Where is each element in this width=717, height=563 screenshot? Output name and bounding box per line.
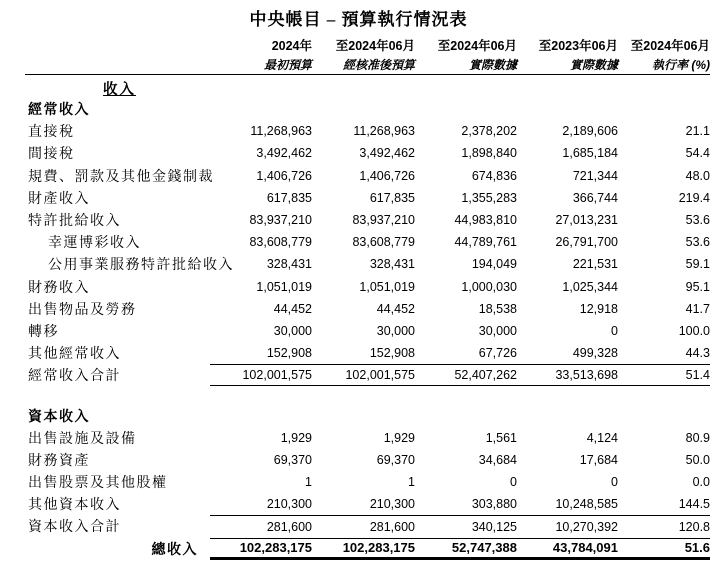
value-approved-budget: 1,929: [383, 430, 415, 445]
value-execution-rate: [618, 404, 710, 426]
table-row: [25, 427, 710, 449]
value-approved-budget: 83,937,210: [352, 213, 415, 228]
col-header-period-3: 至2024年06月: [437, 39, 517, 53]
row-label: 資本收入合計: [28, 520, 121, 536]
col-header-blank: [25, 36, 210, 56]
value-approved-budget: 30,000: [376, 323, 415, 338]
value-actual-prior: 4,124: [586, 430, 618, 445]
value-execution-rate: 54.4: [685, 146, 710, 161]
value-actual-prior: 43,784,091: [517, 538, 618, 560]
table-row: [25, 493, 710, 515]
value-initial-budget: 102,283,175: [210, 538, 312, 560]
value-actual-prior: 2,189,606: [562, 124, 618, 139]
column-headers-line1: [25, 36, 710, 56]
value-initial-budget: [210, 404, 312, 426]
report-sheet: [25, 36, 710, 560]
value-approved-budget: [312, 98, 415, 120]
col-header-period-1: 2024年: [271, 39, 312, 53]
value-actual-current: 1,355,283: [461, 190, 517, 205]
value-initial-budget: 69,370: [273, 452, 312, 467]
value-actual-current: [415, 386, 517, 404]
col-header-period-4: 至2023年06月: [538, 39, 618, 53]
value-initial-budget: 281,600: [210, 515, 312, 537]
col-header-actual-prior: 實際數據: [569, 58, 618, 72]
value-actual-current: 674,836: [471, 168, 517, 183]
col-header-initial-budget: 最初預算: [263, 58, 312, 72]
row-label: 直接稅: [28, 125, 75, 141]
value-initial-budget: 102,001,575: [210, 364, 312, 386]
table-row: [25, 165, 710, 187]
table-row: [25, 209, 710, 231]
value-approved-budget: 11,268,963: [353, 124, 415, 139]
report-title: 中央帳目 – 預算執行情況表: [249, 10, 468, 29]
table-row: [25, 231, 710, 253]
value-approved-budget: [312, 386, 415, 404]
value-initial-budget: 1,051,019: [256, 279, 312, 294]
value-actual-prior: 0: [611, 475, 618, 490]
value-actual-prior: [517, 404, 618, 426]
value-actual-current: 52,407,262: [415, 364, 517, 386]
row-label: 其他資本收入: [28, 498, 121, 514]
value-actual-prior: 721,344: [572, 168, 618, 183]
value-actual-current: 1,561: [485, 430, 517, 445]
value-approved-budget: 328,431: [369, 257, 415, 272]
row-label: 規費、罰款及其他金錢制裁: [28, 169, 214, 185]
col-header-period-2: 至2024年06月: [335, 39, 415, 53]
table-row: [25, 187, 710, 209]
value-actual-prior: 33,513,698: [517, 364, 618, 386]
value-execution-rate: 41.7: [685, 301, 710, 316]
value-actual-prior: 1,685,184: [562, 146, 618, 161]
table-row: [25, 298, 710, 320]
value-actual-current: 18,538: [478, 301, 517, 316]
value-approved-budget: 281,600: [312, 515, 415, 537]
value-approved-budget: 102,001,575: [312, 364, 415, 386]
value-initial-budget: 11,268,963: [250, 124, 312, 139]
row-label: 間接稅: [28, 147, 75, 163]
value-initial-budget: 152,908: [266, 346, 312, 361]
value-initial-budget: 83,608,779: [249, 235, 312, 250]
row-label: 公用事業服務特許批給收入: [48, 258, 234, 274]
value-actual-current: 2,378,202: [461, 124, 517, 139]
value-actual-current: 30,000: [478, 323, 517, 338]
value-approved-budget: 44,452: [376, 301, 415, 316]
table-row: [25, 320, 710, 342]
table-row: [25, 386, 710, 404]
value-actual-current: [415, 404, 517, 426]
value-initial-budget: 617,835: [266, 190, 312, 205]
value-actual-prior: 26,791,700: [555, 235, 618, 250]
row-label: 經常收入: [28, 103, 90, 119]
value-initial-budget: 1,929: [280, 430, 312, 445]
table-row: [25, 515, 710, 537]
income-section-row: [25, 75, 710, 98]
value-initial-budget: 30,000: [273, 323, 312, 338]
table-row: [25, 342, 710, 364]
value-initial-budget: 83,937,210: [249, 213, 312, 228]
value-approved-budget: 617,835: [369, 190, 415, 205]
value-actual-prior: 10,248,585: [555, 497, 618, 512]
row-label: 資本收入: [28, 409, 90, 425]
row-label: 出售設施及設備: [28, 431, 137, 447]
table-row: [25, 120, 710, 142]
value-execution-rate: 219.4: [678, 190, 710, 205]
value-execution-rate: 48.0: [685, 168, 710, 183]
value-actual-prior: 10,270,392: [517, 515, 618, 537]
value-actual-current: 44,789,761: [454, 235, 517, 250]
value-actual-current: [415, 98, 517, 120]
value-actual-current: 194,049: [471, 257, 517, 272]
value-approved-budget: 1,406,726: [359, 168, 415, 183]
value-execution-rate: 50.0: [685, 452, 710, 467]
col-header-execution-rate: 執行率 (%): [652, 58, 710, 72]
value-actual-prior: 17,684: [579, 452, 618, 467]
value-actual-prior: [517, 98, 618, 120]
value-initial-budget: 210,300: [266, 497, 312, 512]
table-row: [25, 364, 710, 386]
value-execution-rate: 120.8: [618, 515, 710, 537]
value-actual-prior: 221,531: [572, 257, 618, 272]
row-label: 財產收入: [28, 191, 90, 207]
row-label: 幸運博彩收入: [48, 236, 141, 252]
value-initial-budget: 1,406,726: [256, 168, 312, 183]
value-actual-prior: 366,744: [572, 190, 618, 205]
value-execution-rate: 51.4: [618, 364, 710, 386]
table-row: [25, 142, 710, 164]
value-initial-budget: 3,492,462: [256, 146, 312, 161]
value-execution-rate: 53.6: [685, 213, 710, 228]
col-header-actual-current: 實際數據: [468, 58, 517, 72]
value-execution-rate: 51.6: [618, 538, 710, 560]
row-label: 轉移: [28, 324, 59, 340]
value-initial-budget: 328,431: [266, 257, 312, 272]
value-approved-budget: 152,908: [369, 346, 415, 361]
value-actual-current: 52,747,388: [415, 538, 517, 560]
value-approved-budget: 102,283,175: [312, 538, 415, 560]
value-execution-rate: 100.0: [678, 323, 710, 338]
row-label: 出售物品及勞務: [28, 302, 137, 318]
table-body: [25, 98, 710, 560]
col-header-blank: [25, 56, 210, 74]
value-actual-current: 44,983,810: [454, 213, 517, 228]
row-label: 特許批給收入: [28, 214, 121, 230]
value-initial-budget: [210, 98, 312, 120]
column-headers-line2: [25, 56, 710, 74]
row-label: 經常收入合計: [28, 369, 121, 385]
row-label: 出售股票及其他股權: [28, 476, 168, 492]
value-approved-budget: 83,608,779: [352, 235, 415, 250]
col-header-period-5: 至2024年06月: [630, 39, 710, 53]
value-actual-current: 303,880: [471, 497, 517, 512]
value-actual-current: 1,898,840: [461, 146, 517, 161]
value-initial-budget: [210, 386, 312, 404]
table-row: [25, 253, 710, 275]
column-headers: [25, 36, 710, 75]
value-execution-rate: 144.5: [678, 497, 710, 512]
value-execution-rate: 21.1: [685, 124, 710, 139]
value-execution-rate: 44.3: [685, 346, 710, 361]
income-section-heading: 收入: [103, 82, 136, 98]
value-actual-prior: 12,918: [579, 301, 618, 316]
value-execution-rate: [618, 98, 710, 120]
row-label: 總收入: [151, 542, 198, 558]
value-approved-budget: 69,370: [376, 452, 415, 467]
table-row: [25, 538, 710, 560]
value-actual-prior: 1,025,344: [562, 279, 618, 294]
value-initial-budget: 44,452: [273, 301, 312, 316]
value-actual-current: 340,125: [415, 515, 517, 537]
row-label: 財務收入: [28, 280, 90, 296]
value-execution-rate: 53.6: [685, 235, 710, 250]
table-row: [25, 98, 710, 120]
col-header-approved-budget: 經核准後預算: [342, 58, 415, 72]
value-actual-current: 1,000,030: [461, 279, 517, 294]
row-label: 財務資產: [28, 453, 90, 469]
value-approved-budget: 1: [408, 475, 415, 490]
value-approved-budget: [312, 404, 415, 426]
table-row: [25, 404, 710, 426]
value-initial-budget: 1: [305, 475, 312, 490]
table-row: [25, 449, 710, 471]
value-execution-rate: 95.1: [685, 279, 710, 294]
value-actual-current: 67,726: [478, 346, 517, 361]
table-row: [25, 471, 710, 493]
value-approved-budget: 3,492,462: [359, 146, 415, 161]
value-actual-prior: 499,328: [572, 346, 618, 361]
value-actual-current: 0: [510, 475, 517, 490]
table-row: [25, 276, 710, 298]
value-actual-prior: [517, 386, 618, 404]
value-actual-prior: 0: [611, 323, 618, 338]
value-execution-rate: [618, 386, 710, 404]
value-actual-current: 34,684: [478, 452, 517, 467]
value-approved-budget: 1,051,019: [359, 279, 415, 294]
value-approved-budget: 210,300: [369, 497, 415, 512]
value-actual-prior: 27,013,231: [555, 213, 618, 228]
row-label: 其他經常收入: [28, 347, 121, 363]
value-execution-rate: 59.1: [685, 257, 710, 272]
value-execution-rate: 0.0: [692, 475, 710, 490]
value-execution-rate: 80.9: [685, 430, 710, 445]
